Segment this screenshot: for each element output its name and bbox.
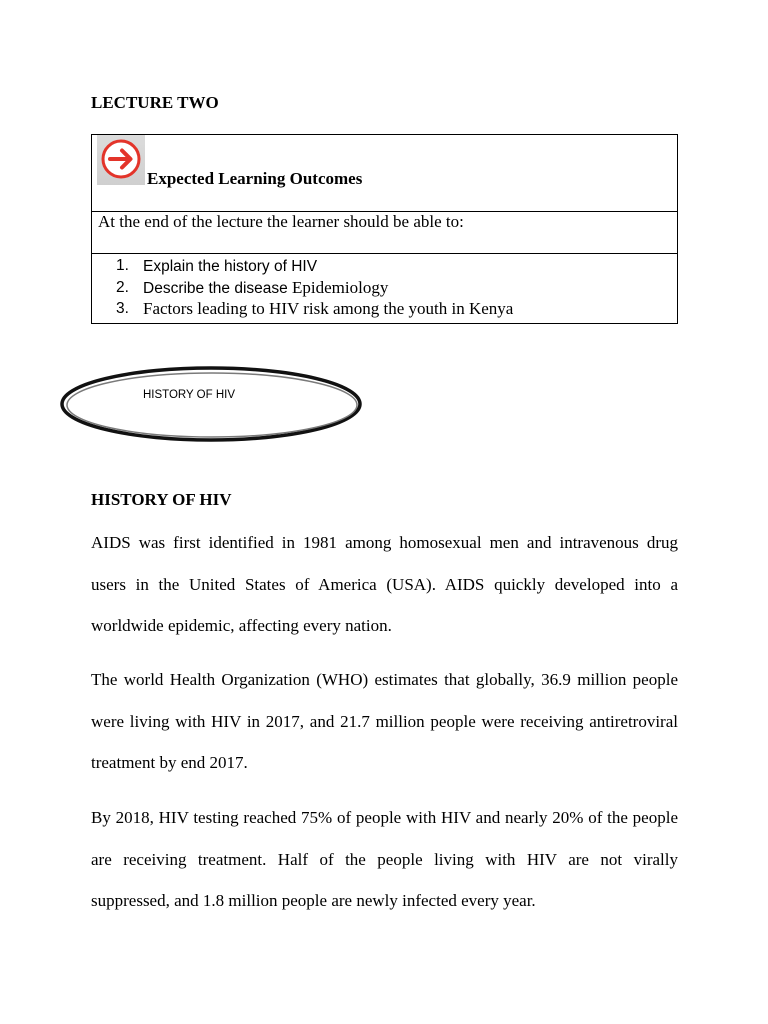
paragraph-line: suppressed, and 1.8 million people are newly infected every year.: [91, 891, 536, 911]
outcomes-row-divider: [91, 253, 678, 254]
list-item: [143, 277, 388, 300]
list-item-number: 3.: [116, 300, 129, 317]
paragraph-line: were living with HIV in 2017, and 21.7 million people were receiving antiretroviral: [91, 711, 678, 731]
paragraph-line: AIDS was first identified in 1981 among homosexual men and intravenous drug: [91, 533, 678, 552]
oval-label: HISTORY OF HIV: [143, 389, 236, 401]
arrow-right-circle-icon: [97, 135, 145, 185]
section-heading: HISTORY OF HIV: [91, 490, 232, 509]
arrow-right-circle-icon-graphic: [97, 135, 145, 185]
oval-callout: [58, 364, 364, 444]
oval-outer-ring: [62, 368, 360, 440]
list-item-number: 2.: [116, 279, 129, 296]
list-item-number: 1.: [116, 257, 129, 274]
paragraph: [91, 659, 678, 784]
list-item-text-serif: Epidemiology: [292, 278, 389, 297]
list-item: [143, 255, 317, 278]
lecture-title: LECTURE TWO: [91, 93, 219, 112]
paragraph-line: users in the United States of America (USA). AIDS quickly developed into a: [91, 574, 678, 594]
outcomes-intro: At the end of the lecture the learner should be able to:: [98, 212, 464, 231]
list-item-text: Describe the disease: [143, 280, 288, 297]
list-item-text: Explain the history of HIV: [143, 258, 318, 275]
outcomes-heading: Expected Learning Outcomes: [147, 169, 363, 188]
paragraph-line: By 2018, HIV testing reached 75% of people with HIV and nearly 20% of the people: [91, 808, 678, 827]
paragraph-line: The world Health Organization (WHO) estimates that globally, 36.9 million people: [91, 670, 678, 689]
paragraph-line: treatment by end 2017.: [91, 753, 248, 773]
list-item-text: Factors leading to HIV risk among the youth in Kenya: [143, 299, 514, 318]
list-item: [143, 298, 513, 320]
paragraph-line: worldwide epidemic, affecting every nation.: [91, 616, 392, 636]
paragraph-line: are receiving treatment. Half of the people living with HIV are not virally: [91, 849, 678, 869]
paragraph: [91, 522, 678, 647]
paragraph: [91, 797, 678, 922]
